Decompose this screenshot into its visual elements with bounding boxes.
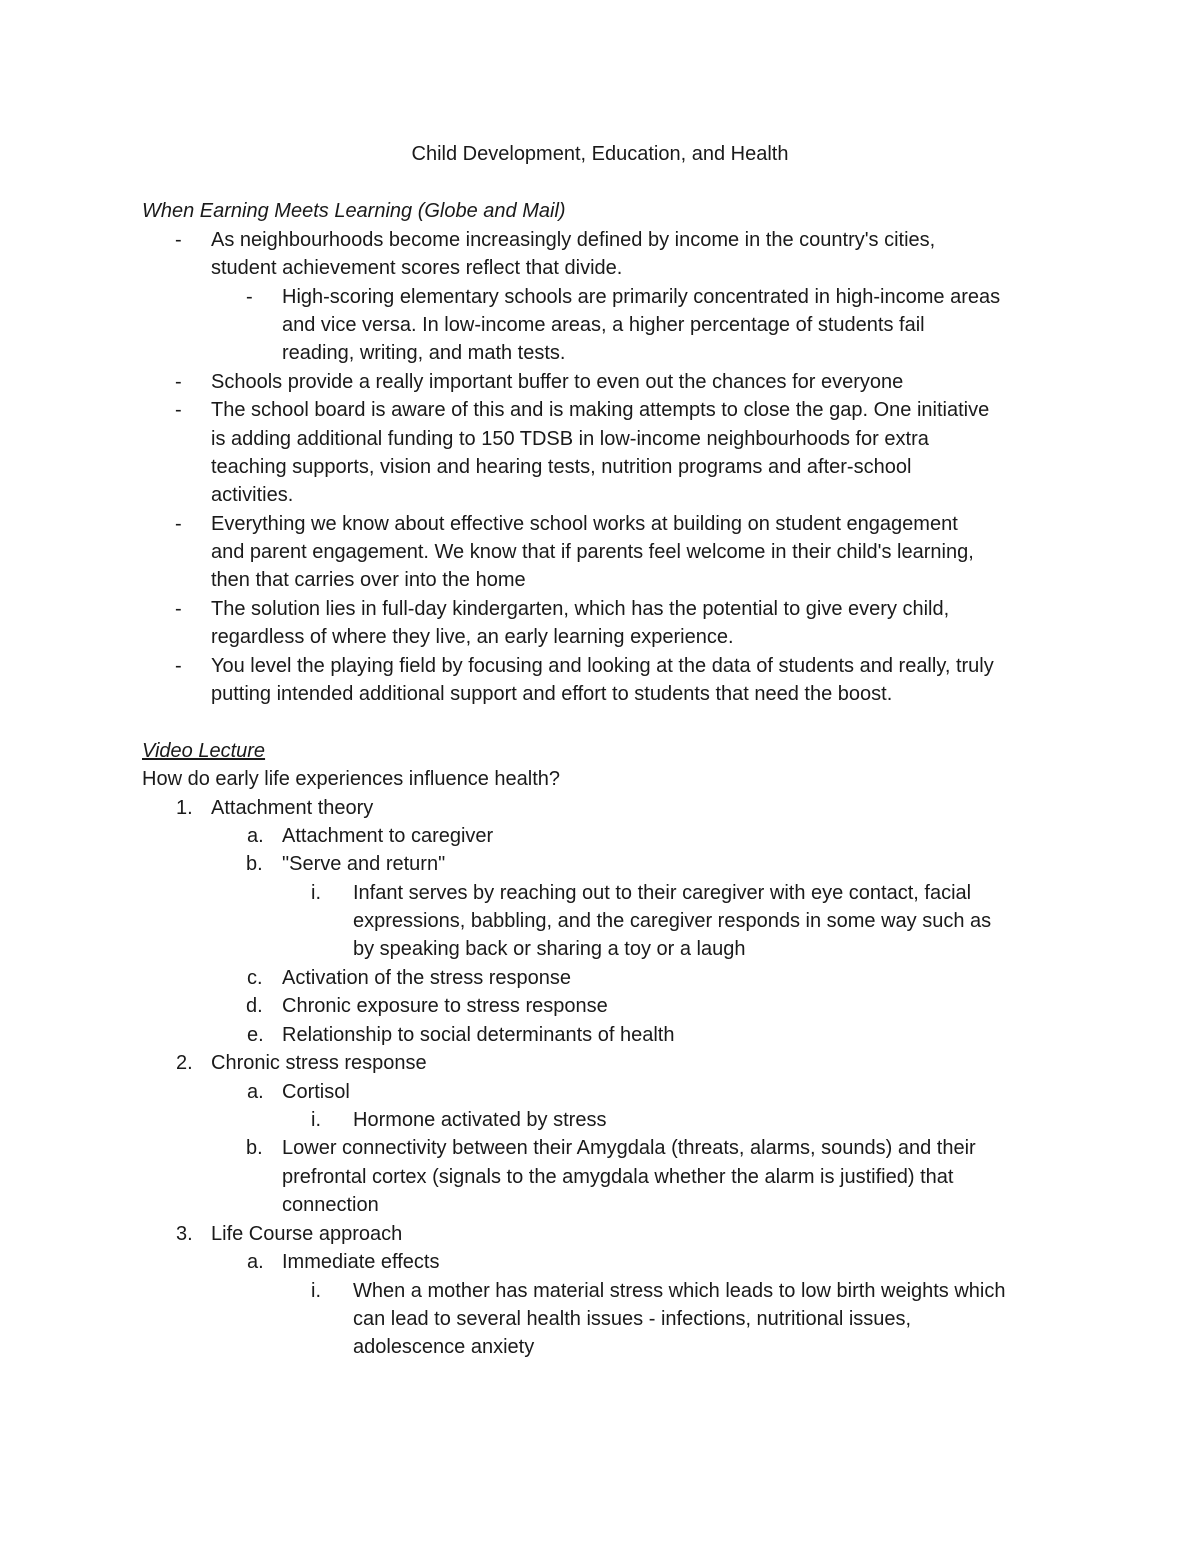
list-item: Chronic stress response: [211, 1052, 427, 1074]
bullet-text: Schools provide a really important buffer to even out the chances for everyone: [211, 371, 904, 393]
bullet-marker: -: [175, 399, 182, 421]
list-item: Lower connectivity between their Amygdala (threats, alarms, sounds) and their: [282, 1137, 976, 1159]
list-roman: i.: [311, 882, 321, 904]
bullet-marker: -: [175, 229, 182, 251]
list-item: adolescence anxiety: [353, 1336, 535, 1358]
sub-bullet-text: and vice versa. In low-income areas, a higher percentage of students fail: [282, 314, 925, 336]
list-item: Relationship to social determinants of health: [282, 1024, 675, 1046]
list-item: Activation of the stress response: [282, 967, 572, 989]
list-number: 1.: [176, 797, 193, 819]
list-letter: b.: [246, 853, 263, 875]
section-question: How do early life experiences influence health?: [142, 768, 561, 790]
list-item: can lead to several health issues - infections, nutritional issues,: [353, 1308, 912, 1330]
list-letter: e.: [247, 1024, 264, 1046]
list-item: "Serve and return": [282, 853, 446, 875]
list-item: Infant serves by reaching out to their caregiver with eye contact, facial: [353, 882, 972, 904]
bullet-text: and parent engagement. We know that if parents feel welcome in their child's learning,: [211, 541, 974, 563]
bullet-marker: -: [175, 655, 182, 677]
list-item: by speaking back or sharing a toy or a laugh: [353, 938, 746, 960]
list-letter: a.: [247, 825, 264, 847]
bullet-text: The school board is aware of this and is making attempts to close the gap. One initiative: [211, 399, 990, 421]
list-item: expressions, babbling, and the caregiver responds in some way such as: [353, 910, 992, 932]
bullet-text: Everything we know about effective school works at building on student engagement: [211, 513, 958, 535]
list-number: 3.: [176, 1223, 193, 1245]
sub-bullet-marker: -: [246, 286, 253, 308]
list-item: connection: [282, 1194, 379, 1216]
list-number: 2.: [176, 1052, 193, 1074]
list-item: Attachment theory: [211, 797, 374, 819]
list-item: Cortisol: [282, 1081, 350, 1103]
list-letter: a.: [247, 1251, 264, 1273]
bullet-text: student achievement scores reflect that divide.: [211, 257, 623, 279]
list-item: Life Course approach: [211, 1223, 403, 1245]
list-item: Chronic exposure to stress response: [282, 995, 608, 1017]
list-item: Attachment to caregiver: [282, 825, 494, 847]
bullet-text: As neighbourhoods become increasingly defined by income in the country's cities,: [211, 229, 936, 251]
list-roman: i.: [311, 1280, 321, 1302]
bullet-text: activities.: [211, 484, 294, 506]
sub-bullet-text: reading, writing, and math tests.: [282, 342, 566, 364]
list-item: Immediate effects: [282, 1251, 440, 1273]
list-letter: a.: [247, 1081, 264, 1103]
list-roman: i.: [311, 1109, 321, 1131]
list-item: When a mother has material stress which leads to low birth weights which: [353, 1280, 1006, 1302]
bullet-marker: -: [175, 371, 182, 393]
bullet-marker: -: [175, 598, 182, 620]
bullet-text: The solution lies in full-day kindergarten, which has the potential to give every child,: [211, 598, 950, 620]
bullet-text: putting intended additional support and effort to students that need the boost.: [211, 683, 893, 705]
list-item: Hormone activated by stress: [353, 1109, 607, 1131]
bullet-text: is adding additional funding to 150 TDSB in low-income neighbourhoods for extra: [211, 428, 929, 450]
list-item: prefrontal cortex (signals to the amygdala whether the alarm is justified) that: [282, 1166, 954, 1188]
document-title: Child Development, Education, and Health: [411, 143, 789, 165]
section-heading-globe-mail: When Earning Meets Learning (Globe and Mail): [142, 200, 566, 222]
bullet-text: teaching supports, vision and hearing tests, nutrition programs and after-school: [211, 456, 912, 478]
list-letter: c.: [247, 967, 263, 989]
bullet-marker: -: [175, 513, 182, 535]
bullet-text: regardless of where they live, an early learning experience.: [211, 626, 734, 648]
list-letter: d.: [246, 995, 263, 1017]
bullet-text: You level the playing field by focusing and looking at the data of students and really, truly: [211, 655, 994, 677]
list-letter: b.: [246, 1137, 263, 1159]
sub-bullet-text: High-scoring elementary schools are primarily concentrated in high-income areas: [282, 286, 1001, 308]
bullet-text: then that carries over into the home: [211, 569, 526, 591]
section-heading-video-lecture: Video Lecture: [142, 740, 266, 762]
